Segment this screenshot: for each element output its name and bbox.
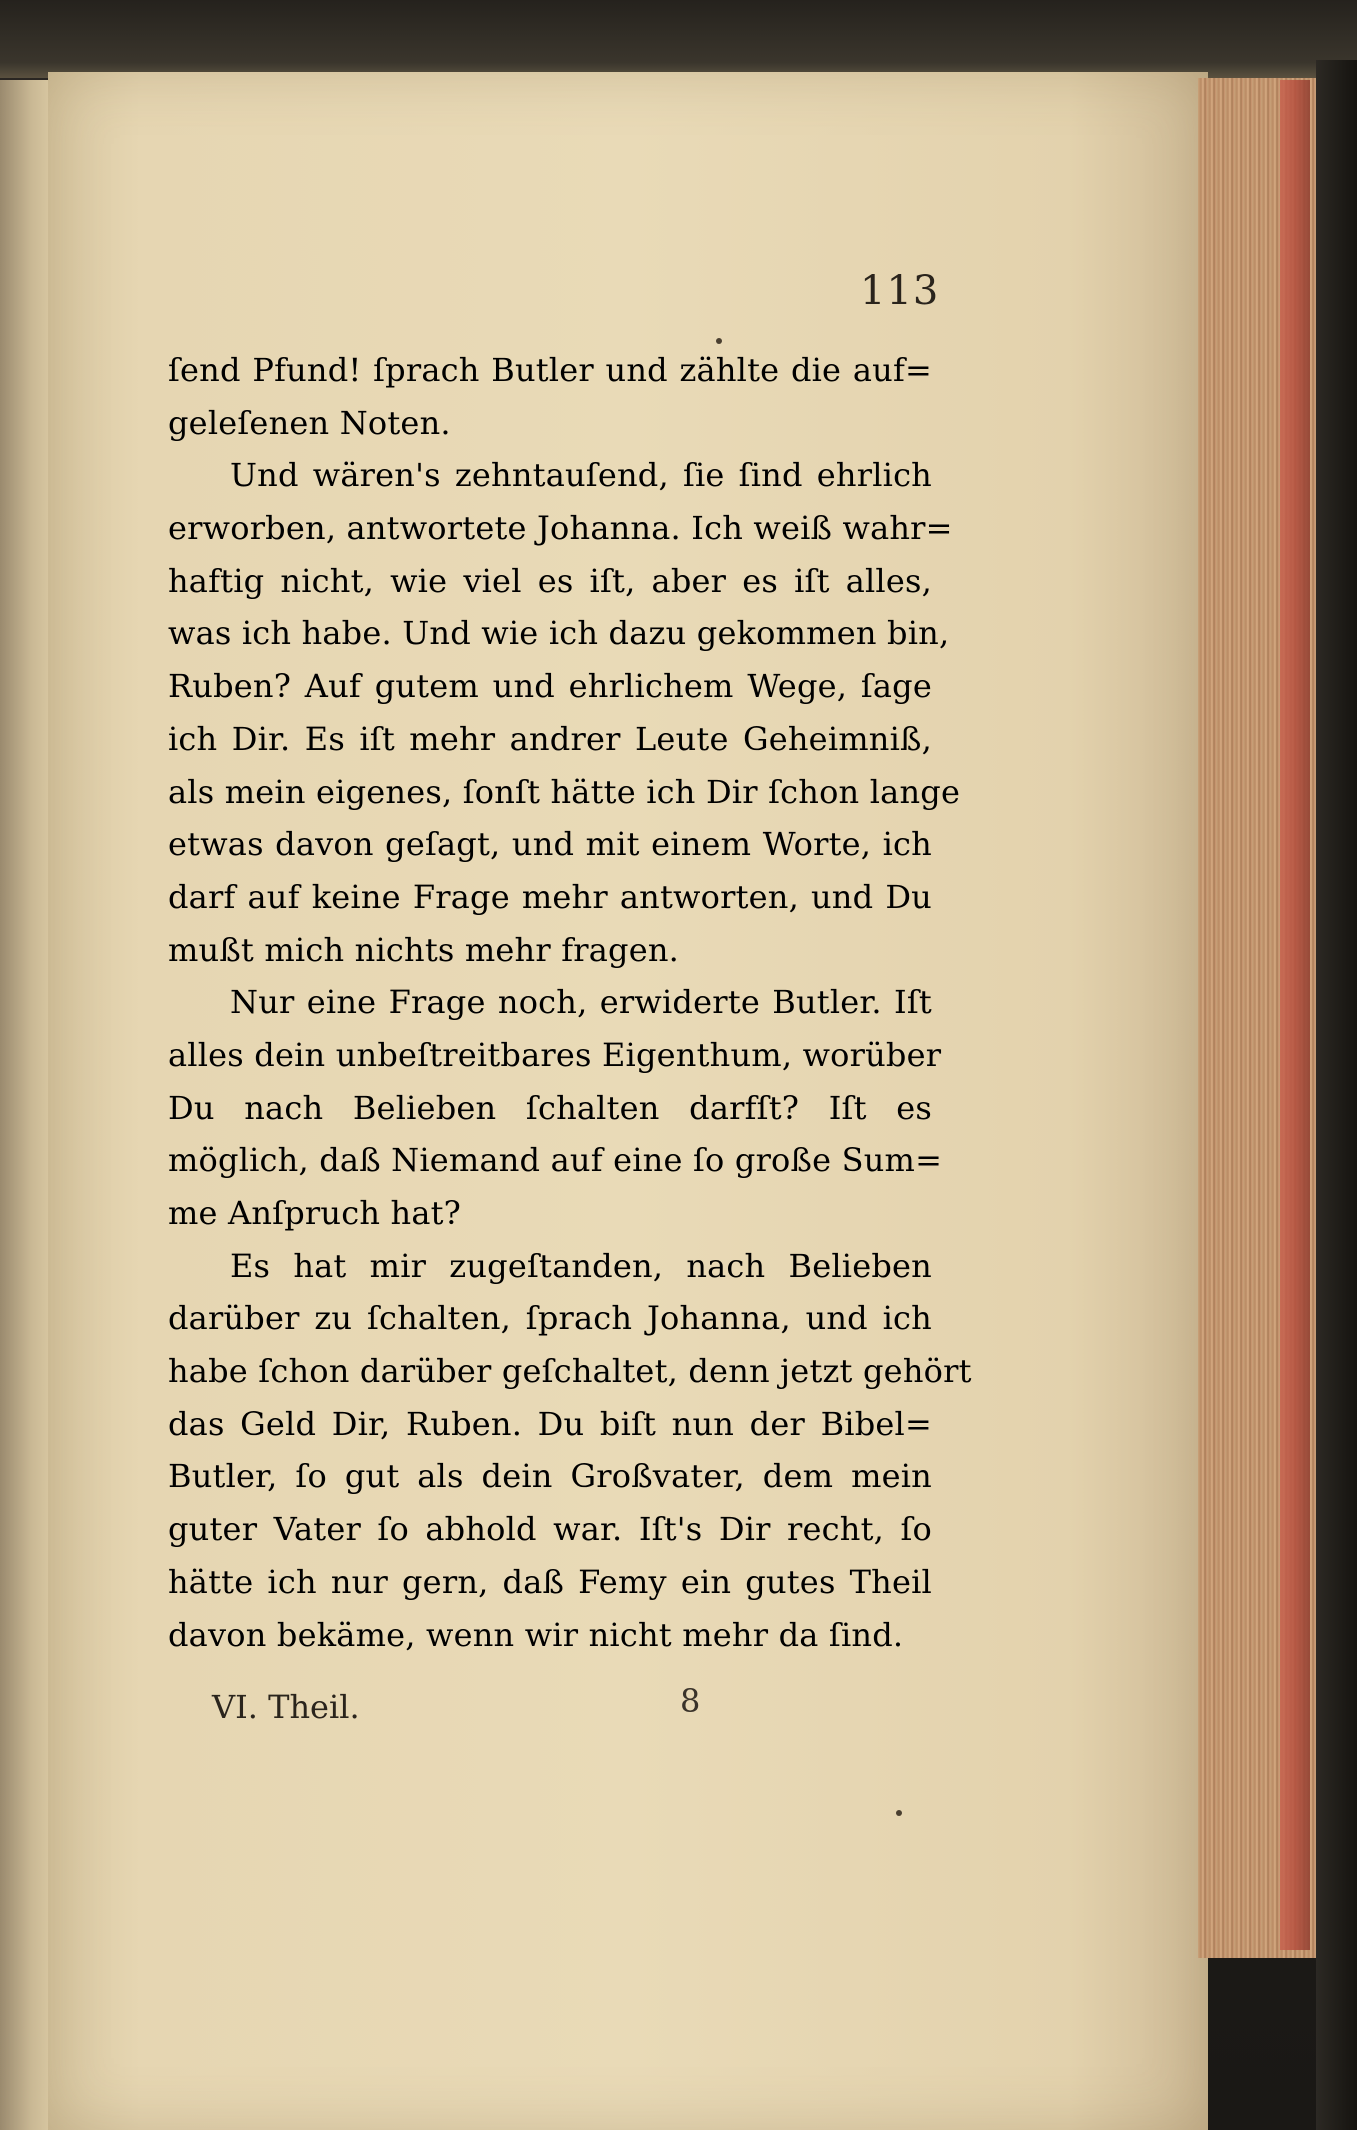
text-line: Und wären's zehntauſend, ſie ſind ehrlich — [230, 456, 932, 495]
volume-label: VI. Theil. — [212, 1688, 360, 1726]
text-line: Butler, ſo gut als dein Großvater, dem mein — [168, 1457, 932, 1496]
paragraph — [168, 449, 961, 976]
text-line: Du nach Belieben ſchalten darfſt? Iſt es — [168, 1088, 932, 1127]
text-line: haftig nicht, wie viel es iſt, aber es iſt alles, — [168, 561, 932, 600]
text-line: ſend Pfund! ſprach Butler und zählte die auf= — [168, 351, 932, 389]
text-line: ich Dir. Es iſt mehr andrer Leute Geheimniß, — [168, 719, 932, 758]
text-line: darf auf keine Frage mehr antworten, und Du — [168, 877, 932, 916]
page-text — [168, 344, 972, 1661]
text-line: hätte ich nur gern, daß Femy ein gutes Theil — [168, 1562, 932, 1601]
left-page-edge — [0, 80, 52, 2130]
text-line: guter Vater ſo abhold war. Iſt's Dir recht, ſo — [168, 1510, 932, 1549]
paragraph — [168, 1240, 972, 1662]
signature-mark: 8 — [680, 1682, 701, 1720]
text-line: Nur eine Frage noch, erwiderte Butler. Iſt — [230, 983, 932, 1022]
text-line: als mein eigenes, ſonſt hätte ich Dir ſchon lange — [168, 772, 961, 811]
text-line: möglich, daß Niemand auf eine ſo große Sum= — [168, 1141, 943, 1180]
text-line: darüber zu ſchalten, ſprach Johanna, und ich — [168, 1299, 932, 1338]
text-line: habe ſchon darüber geſchaltet, denn jetzt gehört — [168, 1352, 972, 1391]
text-line: geleſenen Noten. — [168, 403, 451, 442]
text-line: Es hat mir zugeſtanden, nach Belieben — [230, 1246, 932, 1285]
paper-speck — [896, 1810, 902, 1816]
text-line: davon bekäme, wenn wir nicht mehr da ſind. — [168, 1615, 904, 1654]
red-edge-stain — [1280, 80, 1310, 1950]
text-line: mußt mich nichts mehr fragen. — [168, 930, 680, 969]
paragraph — [168, 344, 932, 449]
text-line: Ruben? Auf gutem und ehrlichem Wege, ſage — [168, 667, 932, 706]
text-line: etwas davon geſagt, und mit einem Worte, ich — [168, 825, 932, 864]
book-cover-edge — [1316, 60, 1357, 2130]
text-line: alles dein unbeſtreitbares Eigenthum, worüber — [168, 1035, 942, 1074]
top-shadow — [0, 0, 1357, 78]
text-line: was ich habe. Und wie ich dazu gekommen bin, — [168, 614, 950, 653]
text-line: erworben, antwortete Johanna. Ich weiß wahr= — [168, 509, 953, 548]
page-number: 113 — [860, 268, 940, 314]
text-line: me Anſpruch hat? — [168, 1194, 462, 1232]
paragraph — [168, 976, 943, 1239]
text-line: das Geld Dir, Ruben. Du biſt nun der Bibel= — [168, 1404, 932, 1443]
